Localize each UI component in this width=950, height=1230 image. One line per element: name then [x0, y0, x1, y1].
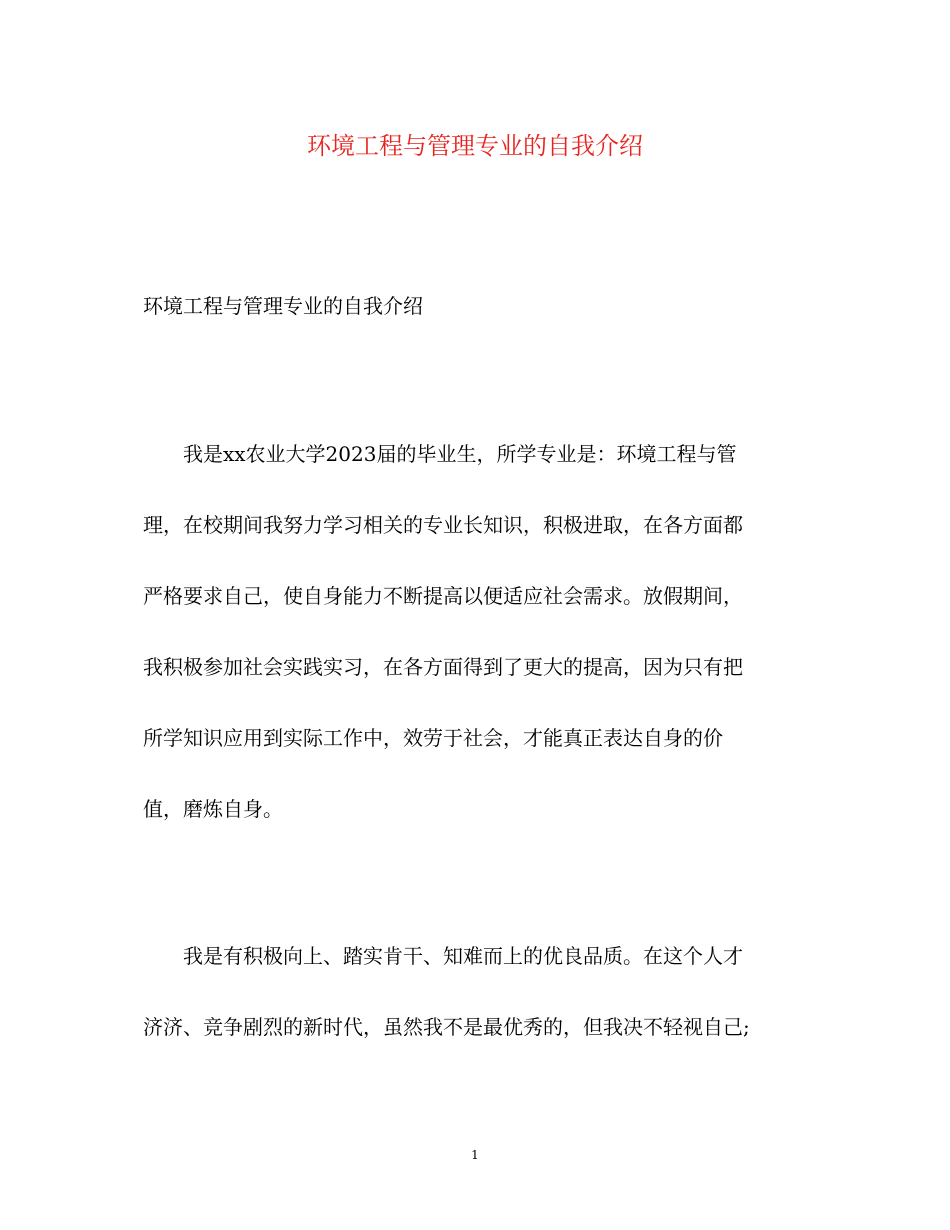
paragraph-line: 所学知识应用到实际工作中，效劳于社会，才能真正表达自身的价 — [143, 726, 723, 750]
paragraph-line: 我是xx农业大学2023届的毕业生，所学专业是：环境工程与管 — [183, 442, 737, 466]
paragraph-line: 理，在校期间我努力学习相关的专业长知识，积极进取，在各方面都 — [143, 513, 743, 537]
paragraph-line: 值，磨炼自身。 — [143, 797, 283, 821]
document-title: 环境工程与管理专业的自我介绍 — [307, 132, 643, 160]
paragraph-line: 我积极参加社会实践实习，在各方面得到了更大的提高，因为只有把 — [143, 655, 743, 679]
page-number: 1 — [471, 1148, 479, 1162]
paragraph-line: 严格要求自己，使自身能力不断提高以便适应社会需求。放假期间， — [143, 584, 743, 608]
document-subtitle: 环境工程与管理专业的自我介绍 — [143, 294, 423, 318]
paragraph-line: 我是有积极向上、踏实肯干、知难而上的优良品质。在这个人才 — [183, 944, 743, 968]
paragraph-line: 济济、竞争剧烈的新时代，虽然我不是最优秀的，但我决不轻视自己; — [143, 1015, 750, 1039]
